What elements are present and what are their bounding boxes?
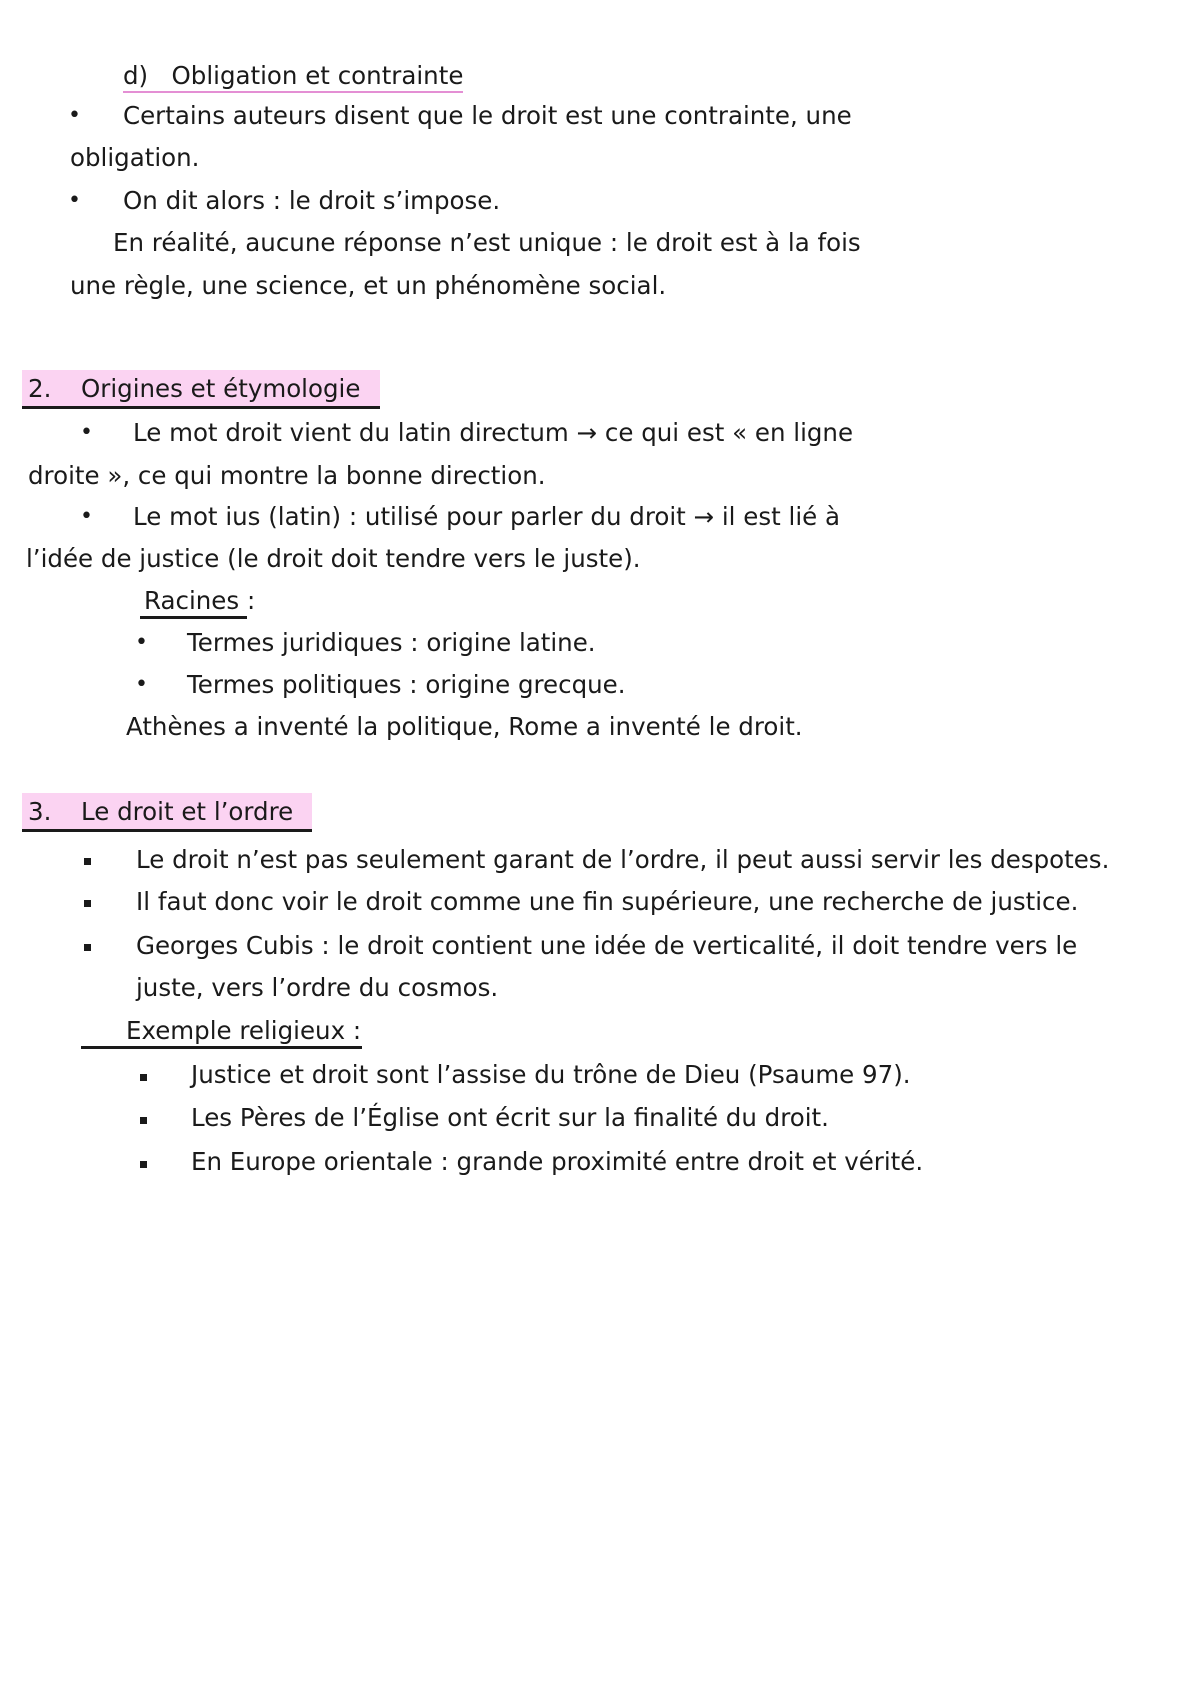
section-3-bullet2: Il faut donc voir le droit comme une fin supérieure, une recherche de justice. [136,887,1079,916]
section-d-heading [123,61,463,91]
section-d-conclusion-line2: une règle, une science, et un phénomène social. [70,271,667,300]
section-2-bullet2-line2: l’idée de justice (le droit doit tendre vers le juste). [26,544,641,573]
section-2-title: Origines et étymologie [81,374,361,403]
section-d-bullet2: On dit alors : le droit s’impose. [123,186,501,215]
bullet-icon [84,900,91,907]
section-3-heading [22,793,312,832]
section-d-title: Obligation et contrainte [171,61,464,90]
section-3-number: 3. [28,797,52,826]
section-d-bullet1-line2: obligation. [70,143,200,172]
bullet-icon: • [80,420,93,445]
example-item: Justice et droit sont l’assise du trône de Dieu (Psaume 97). [191,1060,911,1089]
roots-colon: : [239,586,256,615]
roots-underline [140,616,247,619]
bullet-icon: • [68,188,81,213]
section-3-bullet3-line2: juste, vers l’ordre du cosmos. [136,973,499,1002]
section-d-label: d) [123,61,149,90]
section-d-bullet1-line1: Certains auteurs disent que le droit est une contrainte, une [123,101,852,130]
section-3-title: Le droit et l’ordre [81,797,294,826]
roots-heading [144,586,255,616]
bullet-icon [84,944,91,951]
example-item: Les Pères de l’Église ont écrit sur la finalité du droit. [191,1103,829,1132]
section-2-number: 2. [28,374,52,403]
example-colon: : [345,1016,362,1045]
bullet-icon [140,1074,147,1081]
example-heading [126,1016,361,1046]
section-2-closing: Athènes a inventé la politique, Rome a inventé le droit. [126,712,803,741]
roots-item: Termes politiques : origine grecque. [187,670,626,699]
section-2-heading [22,370,380,409]
example-underline [81,1046,362,1049]
section-2-bullet1-line1: Le mot droit vient du latin directum → ce qui est « en ligne [133,418,854,447]
bullet-icon [140,1117,147,1124]
section-3-bullet3-line1: Georges Cubis : le droit contient une idée de verticalité, il doit tendre vers le [136,931,1078,960]
bullet-icon: • [80,504,93,529]
example-label: Exemple religieux [126,1016,346,1045]
section-2-bullet1-line2: droite », ce qui montre la bonne direction. [28,461,546,490]
example-item: En Europe orientale : grande proximité entre droit et vérité. [191,1147,924,1176]
bullet-icon [84,858,91,865]
bullet-icon: • [135,630,148,655]
roots-item: Termes juridiques : origine latine. [187,628,596,657]
section-2-bullet2-line1: Le mot ius (latin) : utilisé pour parler du droit → il est lié à [133,502,840,531]
roots-label: Racines [144,586,240,615]
bullet-icon: • [68,103,81,128]
section-3-bullet1: Le droit n’est pas seulement garant de l’ordre, il peut aussi servir les despotes. [136,845,1110,874]
section-d-conclusion-line1: En réalité, aucune réponse n’est unique : le droit est à la fois [113,228,861,257]
bullet-icon: • [135,672,148,697]
bullet-icon [140,1161,147,1168]
